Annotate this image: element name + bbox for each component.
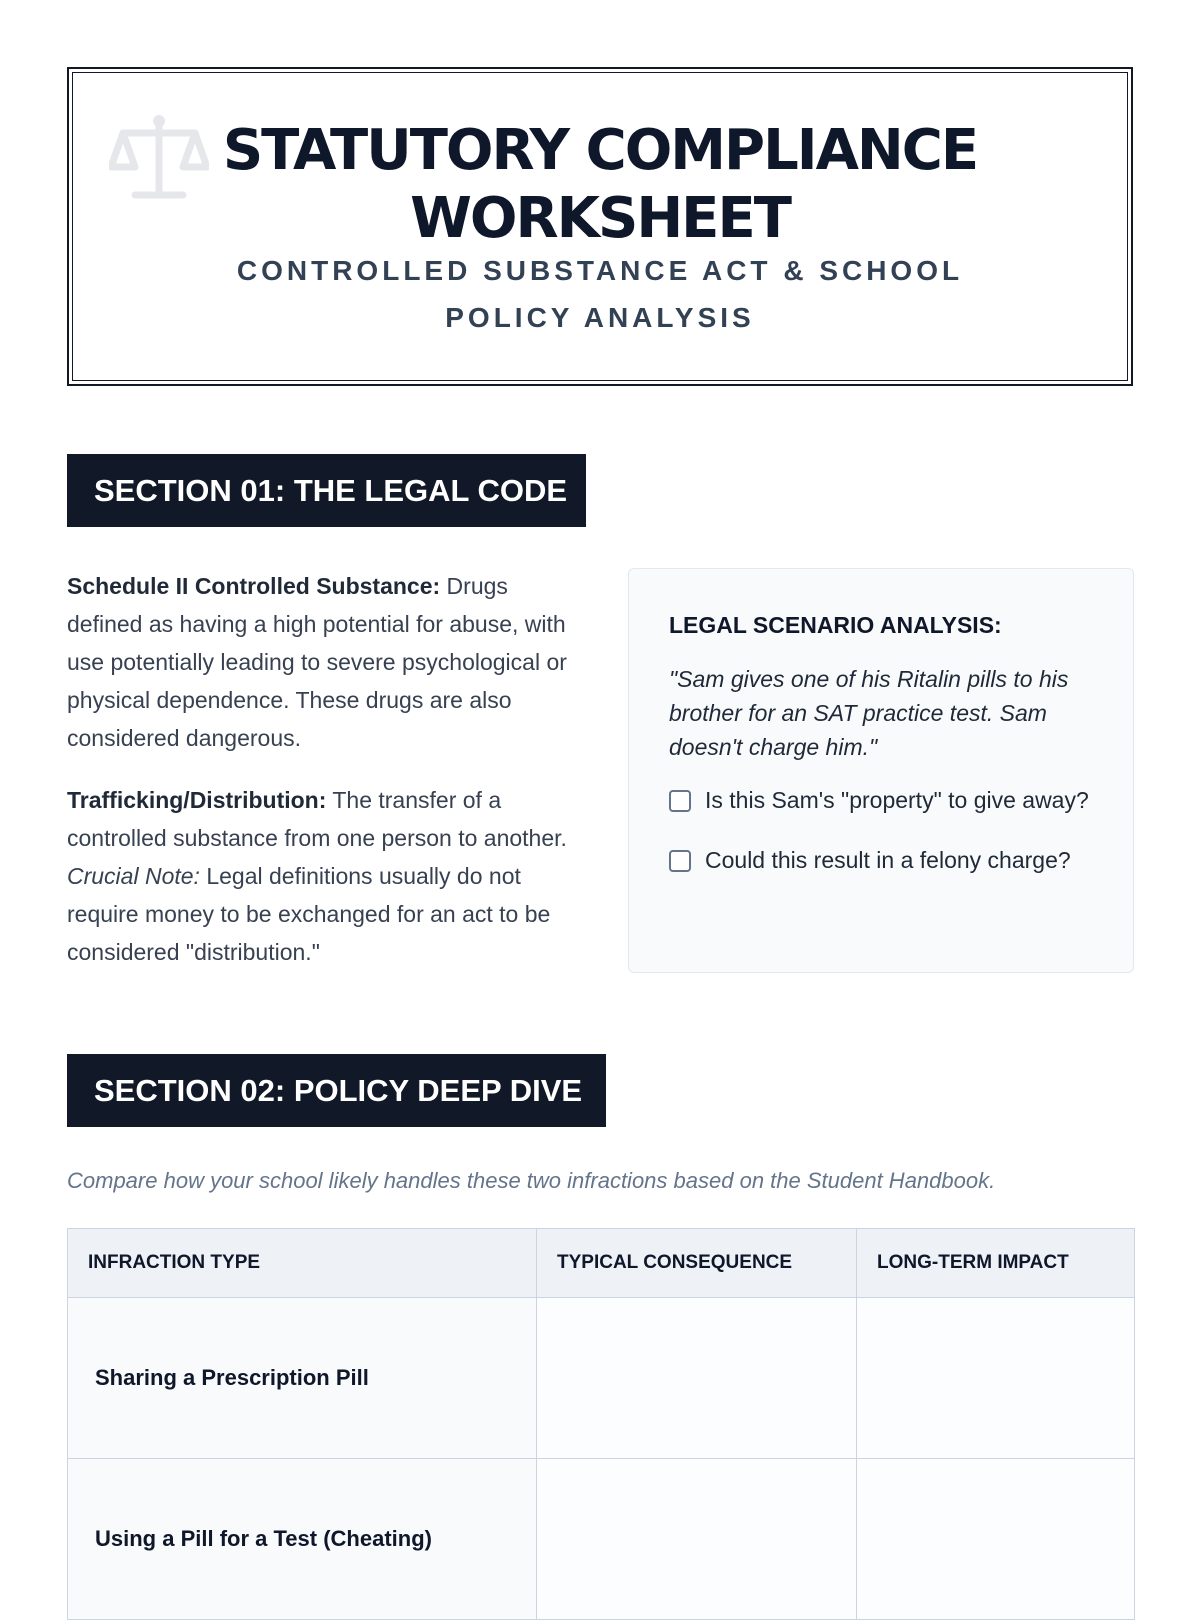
question-row[interactable] — [669, 787, 1089, 814]
question-checkbox[interactable] — [669, 790, 691, 812]
question-label: Could this result in a felony charge? — [705, 847, 1071, 873]
column-header-consequence: TYPICAL CONSEQUENCE — [537, 1229, 857, 1298]
infraction-cell: Using a Pill for a Test (Cheating) — [68, 1459, 537, 1620]
impact-cell[interactable] — [857, 1459, 1135, 1620]
scenario-title: LEGAL SCENARIO ANALYSIS: — [669, 612, 1002, 638]
legal-definitions — [67, 567, 577, 995]
column-header-impact: LONG-TERM IMPACT — [857, 1229, 1135, 1298]
page-title — [73, 117, 1127, 253]
page-subtitle: CONTROLLED SUBSTANCE ACT & SCHOOL POLICY ANALYSIS — [236, 255, 964, 333]
consequence-cell[interactable] — [537, 1298, 857, 1459]
definition-term: Trafficking/Distribution: — [67, 787, 327, 813]
title-box — [67, 67, 1133, 386]
scenario-card — [628, 568, 1134, 973]
definition-text: The transfer of a controlled substance from one person to another. — [67, 787, 567, 851]
table-header-row — [68, 1229, 1135, 1298]
definition-distribution — [67, 781, 577, 971]
scenario-quote: "Sam gives one of his Ritalin pills to his brother for an SAT practice test. Sam doesn't charge him." — [669, 666, 1069, 760]
definition-term: Schedule II Controlled Substance: — [67, 573, 441, 599]
infraction-cell: Sharing a Prescription Pill — [68, 1298, 537, 1459]
title-line-2: WORKSHEET — [410, 186, 790, 251]
question-checkbox[interactable] — [669, 850, 691, 872]
section-01-heading: SECTION 01: THE LEGAL CODE — [67, 454, 586, 527]
title-box-inner-border — [72, 72, 1128, 381]
crucial-note-text: Legal definitions usually do not require money to be exchanged for an act to be considered "distribution." — [67, 863, 551, 965]
question-row[interactable] — [669, 847, 1071, 874]
table-row — [68, 1298, 1135, 1459]
policy-comparison-table — [67, 1228, 1135, 1620]
impact-cell[interactable] — [857, 1298, 1135, 1459]
table-row — [68, 1459, 1135, 1620]
crucial-note-label: Crucial Note: — [67, 863, 200, 889]
title-line-1: STATUTORY COMPLIANCE — [222, 118, 978, 183]
consequence-cell[interactable] — [537, 1459, 857, 1620]
policy-intro: Compare how your school likely handles these two infractions based on the Student Handbook. — [67, 1168, 996, 1193]
question-label: Is this Sam's "property" to give away? — [705, 787, 1089, 813]
definition-text: Drugs defined as having a high potential for abuse, with use potentially leading to severe psychological or physical dependence. These drugs are also considered dangerous. — [67, 573, 567, 751]
section-02-heading: SECTION 02: POLICY DEEP DIVE — [67, 1054, 606, 1127]
column-header-infraction: INFRACTION TYPE — [68, 1229, 537, 1298]
definition-schedule-ii — [67, 567, 577, 757]
